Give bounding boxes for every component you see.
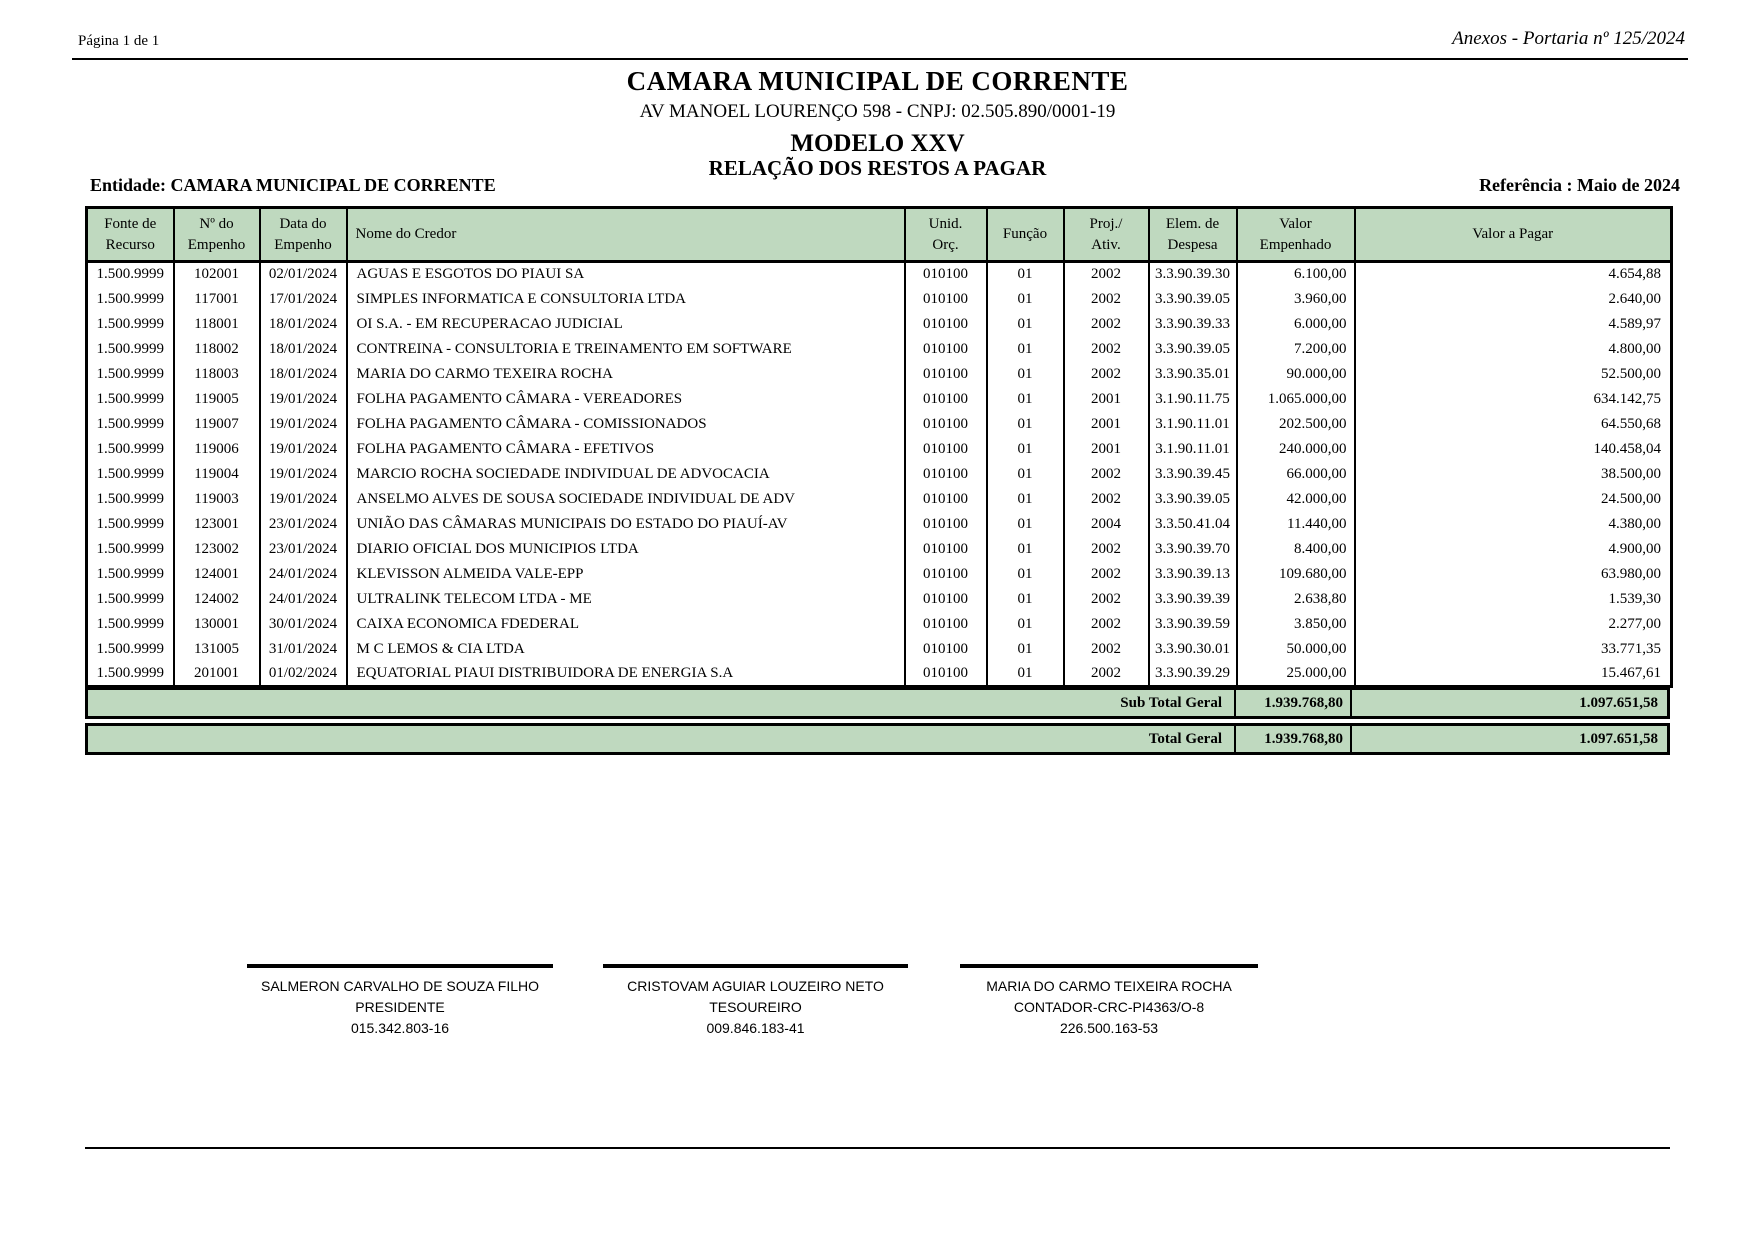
cell-num-empenho: 131005	[174, 637, 260, 662]
cell-num-empenho: 123001	[174, 512, 260, 537]
cell-funcao: 01	[987, 612, 1064, 637]
cell-proj-ativ: 2002	[1064, 287, 1149, 312]
table-header-row	[87, 208, 1672, 262]
cell-funcao: 01	[987, 337, 1064, 362]
signature-block-presidente	[247, 964, 553, 1039]
cell-funcao: 01	[987, 512, 1064, 537]
cell-fonte-recurso: 1.500.9999	[87, 337, 174, 362]
cell-nome-credor: M C LEMOS & CIA LTDA	[347, 637, 905, 662]
cell-elem-despesa: 3.3.90.35.01	[1149, 362, 1237, 387]
col-header-valor-empenhado: Valor Empenhado	[1237, 208, 1355, 262]
cell-fonte-recurso: 1.500.9999	[87, 287, 174, 312]
cell-elem-despesa: 3.3.90.39.39	[1149, 587, 1237, 612]
cell-valor-empenhado: 66.000,00	[1237, 462, 1355, 487]
signature-role: PRESIDENTE	[355, 999, 445, 1015]
cell-unid-orc: 010100	[905, 337, 987, 362]
cell-nome-credor: EQUATORIAL PIAUI DISTRIBUIDORA DE ENERGIA S.A	[347, 662, 905, 687]
table-row	[87, 487, 1672, 512]
cell-funcao: 01	[987, 462, 1064, 487]
address-cnpj-line: AV MANOEL LOURENÇO 598 - CNPJ: 02.505.890/0001-19	[639, 101, 1116, 122]
cell-unid-orc: 010100	[905, 537, 987, 562]
cell-num-empenho: 119004	[174, 462, 260, 487]
cell-fonte-recurso: 1.500.9999	[87, 312, 174, 337]
cell-num-empenho: 124002	[174, 587, 260, 612]
cell-valor-empenhado: 1.065.000,00	[1237, 387, 1355, 412]
cell-valor-empenhado: 2.638,80	[1237, 587, 1355, 612]
cell-valor-a-pagar: 33.771,35	[1355, 637, 1672, 662]
cell-unid-orc: 010100	[905, 612, 987, 637]
table-row	[87, 537, 1672, 562]
cell-valor-empenhado: 8.400,00	[1237, 537, 1355, 562]
cell-proj-ativ: 2002	[1064, 587, 1149, 612]
cell-nome-credor: DIARIO OFICIAL DOS MUNICIPIOS LTDA	[347, 537, 905, 562]
cell-fonte-recurso: 1.500.9999	[87, 437, 174, 462]
col-header-data-empenho: Data do Empenho	[260, 208, 347, 262]
cell-data-empenho: 24/01/2024	[260, 562, 347, 587]
table-row	[87, 562, 1672, 587]
cell-num-empenho: 119005	[174, 387, 260, 412]
table-row	[87, 262, 1672, 287]
cell-proj-ativ: 2002	[1064, 537, 1149, 562]
cell-nome-credor: FOLHA PAGAMENTO CÂMARA - EFETIVOS	[347, 437, 905, 462]
cell-data-empenho: 19/01/2024	[260, 437, 347, 462]
cell-data-empenho: 18/01/2024	[260, 337, 347, 362]
cell-elem-despesa: 3.3.50.41.04	[1149, 512, 1237, 537]
cell-proj-ativ: 2001	[1064, 387, 1149, 412]
cell-elem-despesa: 3.1.90.11.01	[1149, 437, 1237, 462]
cell-data-empenho: 31/01/2024	[260, 637, 347, 662]
cell-valor-a-pagar: 4.900,00	[1355, 537, 1672, 562]
cell-valor-a-pagar: 4.380,00	[1355, 512, 1672, 537]
cell-valor-empenhado: 240.000,00	[1237, 437, 1355, 462]
cell-valor-a-pagar: 15.467,61	[1355, 662, 1672, 687]
table-row	[87, 337, 1672, 362]
cell-unid-orc: 010100	[905, 287, 987, 312]
cell-fonte-recurso: 1.500.9999	[87, 612, 174, 637]
col-header-num-empenho: Nº do Empenho	[174, 208, 260, 262]
total-valor-a-pagar: 1.097.651,58	[1579, 731, 1658, 747]
cell-valor-empenhado: 7.200,00	[1237, 337, 1355, 362]
total-valor-empenhado: 1.939.768,80	[1236, 726, 1352, 752]
cell-unid-orc: 010100	[905, 562, 987, 587]
cell-fonte-recurso: 1.500.9999	[87, 637, 174, 662]
table-header	[87, 208, 1672, 262]
cell-elem-despesa: 3.1.90.11.75	[1149, 387, 1237, 412]
subtotal-valor-empenhado: 1.939.768,80	[1236, 690, 1352, 716]
cell-unid-orc: 010100	[905, 437, 987, 462]
cell-valor-empenhado: 42.000,00	[1237, 487, 1355, 512]
table-row	[87, 612, 1672, 637]
table-row	[87, 587, 1672, 612]
cell-elem-despesa: 3.3.90.39.70	[1149, 537, 1237, 562]
signature-cpf: 015.342.803-16	[350, 1020, 450, 1036]
cell-valor-a-pagar: 4.589,97	[1355, 312, 1672, 337]
cell-nome-credor: UNIÃO DAS CÂMARAS MUNICIPAIS DO ESTADO DO PIAUÍ-AV	[347, 512, 905, 537]
cell-valor-empenhado: 11.440,00	[1237, 512, 1355, 537]
cell-nome-credor: MARIA DO CARMO TEXEIRA ROCHA	[347, 362, 905, 387]
table-row	[87, 362, 1672, 387]
cell-funcao: 01	[987, 487, 1064, 512]
cell-valor-empenhado: 3.850,00	[1237, 612, 1355, 637]
cell-valor-a-pagar: 4.654,88	[1355, 262, 1672, 287]
cell-data-empenho: 19/01/2024	[260, 387, 347, 412]
signature-line	[960, 964, 1258, 968]
entity-reference-row	[90, 175, 1680, 196]
cell-valor-a-pagar: 4.800,00	[1355, 337, 1672, 362]
col-header-proj-ativ: Proj./ Ativ.	[1064, 208, 1149, 262]
cell-funcao: 01	[987, 662, 1064, 687]
col-header-unid-orc: Unid. Orç.	[905, 208, 987, 262]
signature-name: CRISTOVAM AGUIAR LOUZEIRO NETO	[627, 978, 884, 994]
table-body	[87, 262, 1672, 687]
cell-data-empenho: 23/01/2024	[260, 537, 347, 562]
cell-data-empenho: 30/01/2024	[260, 612, 347, 637]
restos-a-pagar-table	[85, 206, 1673, 688]
cell-data-empenho: 17/01/2024	[260, 287, 347, 312]
cell-valor-a-pagar: 140.458,04	[1355, 437, 1672, 462]
subtotal-valor-a-pagar: 1.097.651,58	[1579, 695, 1658, 711]
signature-cpf: 226.500.163-53	[1059, 1020, 1159, 1036]
signature-name: SALMERON CARVALHO DE SOUZA FILHO	[261, 978, 539, 994]
cell-proj-ativ: 2002	[1064, 362, 1149, 387]
cell-valor-a-pagar: 2.277,00	[1355, 612, 1672, 637]
cell-fonte-recurso: 1.500.9999	[87, 512, 174, 537]
cell-unid-orc: 010100	[905, 512, 987, 537]
signature-name: MARIA DO CARMO TEIXEIRA ROCHA	[986, 978, 1232, 994]
table-row	[87, 287, 1672, 312]
cell-funcao: 01	[987, 637, 1064, 662]
cell-funcao: 01	[987, 387, 1064, 412]
table-row	[87, 312, 1672, 337]
cell-num-empenho: 102001	[174, 262, 260, 287]
cell-fonte-recurso: 1.500.9999	[87, 412, 174, 437]
cell-valor-a-pagar: 52.500,00	[1355, 362, 1672, 387]
cell-unid-orc: 010100	[905, 462, 987, 487]
cell-nome-credor: ANSELMO ALVES DE SOUSA SOCIEDADE INDIVIDUAL DE ADV	[347, 487, 905, 512]
cell-nome-credor: KLEVISSON ALMEIDA VALE-EPP	[347, 562, 905, 587]
cell-nome-credor: FOLHA PAGAMENTO CÂMARA - VEREADORES	[347, 387, 905, 412]
cell-unid-orc: 010100	[905, 662, 987, 687]
cell-proj-ativ: 2002	[1064, 662, 1149, 687]
signature-line	[247, 964, 553, 968]
cell-valor-a-pagar: 634.142,75	[1355, 387, 1672, 412]
cell-data-empenho: 01/02/2024	[260, 662, 347, 687]
cell-valor-a-pagar: 38.500,00	[1355, 462, 1672, 487]
total-label: Total Geral	[88, 726, 1236, 752]
cell-unid-orc: 010100	[905, 312, 987, 337]
cell-data-empenho: 19/01/2024	[260, 462, 347, 487]
cell-elem-despesa: 3.3.90.39.30	[1149, 262, 1237, 287]
subtotal-row	[85, 687, 1670, 719]
cell-nome-credor: CONTREINA - CONSULTORIA E TREINAMENTO EM SOFTWARE	[347, 337, 905, 362]
cell-funcao: 01	[987, 537, 1064, 562]
cell-data-empenho: 18/01/2024	[260, 312, 347, 337]
organization-name: CAMARA MUNICIPAL DE CORRENTE	[626, 66, 1129, 96]
cell-valor-empenhado: 90.000,00	[1237, 362, 1355, 387]
document-header	[0, 66, 1755, 180]
cell-valor-a-pagar: 24.500,00	[1355, 487, 1672, 512]
cell-nome-credor: ULTRALINK TELECOM LTDA - ME	[347, 587, 905, 612]
page-number-label: Página 1 de 1	[78, 33, 160, 49]
cell-valor-a-pagar: 1.539,30	[1355, 587, 1672, 612]
cell-unid-orc: 010100	[905, 387, 987, 412]
total-row	[85, 723, 1670, 755]
cell-unid-orc: 010100	[905, 487, 987, 512]
table-row	[87, 412, 1672, 437]
cell-valor-empenhado: 109.680,00	[1237, 562, 1355, 587]
cell-valor-a-pagar: 63.980,00	[1355, 562, 1672, 587]
cell-data-empenho: 19/01/2024	[260, 412, 347, 437]
cell-funcao: 01	[987, 362, 1064, 387]
cell-unid-orc: 010100	[905, 362, 987, 387]
cell-fonte-recurso: 1.500.9999	[87, 487, 174, 512]
cell-unid-orc: 010100	[905, 262, 987, 287]
cell-proj-ativ: 2002	[1064, 337, 1149, 362]
signature-block-tesoureiro	[603, 964, 908, 1039]
cell-fonte-recurso: 1.500.9999	[87, 587, 174, 612]
cell-elem-despesa: 3.3.90.30.01	[1149, 637, 1237, 662]
cell-proj-ativ: 2002	[1064, 462, 1149, 487]
table-row	[87, 662, 1672, 687]
signature-line	[603, 964, 908, 968]
cell-elem-despesa: 3.3.90.39.05	[1149, 487, 1237, 512]
reference-label: Referência : Maio de 2024	[1479, 175, 1680, 195]
cell-num-empenho: 119003	[174, 487, 260, 512]
table-row	[87, 462, 1672, 487]
signature-role: TESOUREIRO	[709, 999, 802, 1015]
cell-num-empenho: 118002	[174, 337, 260, 362]
col-header-elem-despesa: Elem. de Despesa	[1149, 208, 1237, 262]
col-header-funcao: Função	[987, 208, 1064, 262]
cell-elem-despesa: 3.3.90.39.05	[1149, 287, 1237, 312]
cell-nome-credor: AGUAS E ESGOTOS DO PIAUI SA	[347, 262, 905, 287]
cell-proj-ativ: 2001	[1064, 412, 1149, 437]
cell-nome-credor: CAIXA ECONOMICA FDEDERAL	[347, 612, 905, 637]
cell-funcao: 01	[987, 412, 1064, 437]
top-divider	[72, 58, 1688, 60]
col-header-nome-credor: Nome do Credor	[347, 208, 905, 262]
cell-elem-despesa: 3.3.90.39.13	[1149, 562, 1237, 587]
cell-elem-despesa: 3.3.90.39.05	[1149, 337, 1237, 362]
cell-funcao: 01	[987, 287, 1064, 312]
cell-fonte-recurso: 1.500.9999	[87, 262, 174, 287]
cell-unid-orc: 010100	[905, 637, 987, 662]
cell-data-empenho: 02/01/2024	[260, 262, 347, 287]
cell-proj-ativ: 2002	[1064, 487, 1149, 512]
cell-valor-empenhado: 25.000,00	[1237, 662, 1355, 687]
cell-elem-despesa: 3.1.90.11.01	[1149, 412, 1237, 437]
cell-funcao: 01	[987, 312, 1064, 337]
cell-fonte-recurso: 1.500.9999	[87, 562, 174, 587]
col-header-fonte-recurso: Fonte de Recurso	[87, 208, 174, 262]
cell-num-empenho: 124001	[174, 562, 260, 587]
cell-proj-ativ: 2002	[1064, 637, 1149, 662]
cell-fonte-recurso: 1.500.9999	[87, 362, 174, 387]
model-title: MODELO XXV	[790, 130, 965, 157]
cell-proj-ativ: 2002	[1064, 562, 1149, 587]
cell-funcao: 01	[987, 562, 1064, 587]
bottom-divider	[85, 1147, 1670, 1149]
cell-data-empenho: 19/01/2024	[260, 487, 347, 512]
cell-num-empenho: 130001	[174, 612, 260, 637]
signature-role: CONTADOR-CRC-PI4363/O-8	[1013, 999, 1205, 1015]
table-row	[87, 387, 1672, 412]
cell-proj-ativ: 2001	[1064, 437, 1149, 462]
cell-proj-ativ: 2002	[1064, 612, 1149, 637]
cell-nome-credor: FOLHA PAGAMENTO CÂMARA - COMISSIONADOS	[347, 412, 905, 437]
cell-proj-ativ: 2004	[1064, 512, 1149, 537]
cell-num-empenho: 118001	[174, 312, 260, 337]
table-row	[87, 512, 1672, 537]
cell-fonte-recurso: 1.500.9999	[87, 662, 174, 687]
cell-valor-a-pagar: 2.640,00	[1355, 287, 1672, 312]
annex-reference-label: Anexos - Portaria nº 125/2024	[1452, 28, 1685, 49]
cell-unid-orc: 010100	[905, 587, 987, 612]
cell-data-empenho: 18/01/2024	[260, 362, 347, 387]
cell-funcao: 01	[987, 587, 1064, 612]
cell-elem-despesa: 3.3.90.39.33	[1149, 312, 1237, 337]
cell-valor-empenhado: 6.000,00	[1237, 312, 1355, 337]
cell-valor-empenhado: 50.000,00	[1237, 637, 1355, 662]
cell-fonte-recurso: 1.500.9999	[87, 462, 174, 487]
cell-proj-ativ: 2002	[1064, 312, 1149, 337]
table-row	[87, 637, 1672, 662]
cell-fonte-recurso: 1.500.9999	[87, 537, 174, 562]
signature-cpf: 009.846.183-41	[706, 1020, 805, 1036]
cell-nome-credor: MARCIO ROCHA SOCIEDADE INDIVIDUAL DE ADVOCACIA	[347, 462, 905, 487]
cell-num-empenho: 117001	[174, 287, 260, 312]
cell-elem-despesa: 3.3.90.39.59	[1149, 612, 1237, 637]
cell-nome-credor: OI S.A. - EM RECUPERACAO JUDICIAL	[347, 312, 905, 337]
col-header-valor-a-pagar: Valor a Pagar	[1355, 208, 1672, 262]
cell-funcao: 01	[987, 437, 1064, 462]
cell-num-empenho: 201001	[174, 662, 260, 687]
cell-num-empenho: 118003	[174, 362, 260, 387]
cell-num-empenho: 119006	[174, 437, 260, 462]
cell-num-empenho: 123002	[174, 537, 260, 562]
cell-valor-empenhado: 202.500,00	[1237, 412, 1355, 437]
cell-elem-despesa: 3.3.90.39.45	[1149, 462, 1237, 487]
entity-label: Entidade: CAMARA MUNICIPAL DE CORRENTE	[90, 175, 496, 195]
cell-num-empenho: 119007	[174, 412, 260, 437]
cell-valor-a-pagar: 64.550,68	[1355, 412, 1672, 437]
cell-data-empenho: 23/01/2024	[260, 512, 347, 537]
cell-funcao: 01	[987, 262, 1064, 287]
cell-data-empenho: 24/01/2024	[260, 587, 347, 612]
cell-valor-empenhado: 6.100,00	[1237, 262, 1355, 287]
signature-block-contador	[960, 964, 1258, 1039]
cell-nome-credor: SIMPLES INFORMATICA E CONSULTORIA LTDA	[347, 287, 905, 312]
cell-elem-despesa: 3.3.90.39.29	[1149, 662, 1237, 687]
cell-proj-ativ: 2002	[1064, 262, 1149, 287]
cell-valor-empenhado: 3.960,00	[1237, 287, 1355, 312]
report-title: RELAÇÃO DOS RESTOS A PAGAR	[708, 156, 1047, 180]
subtotal-label: Sub Total Geral	[88, 690, 1236, 716]
table-row	[87, 437, 1672, 462]
cell-fonte-recurso: 1.500.9999	[87, 387, 174, 412]
cell-unid-orc: 010100	[905, 412, 987, 437]
